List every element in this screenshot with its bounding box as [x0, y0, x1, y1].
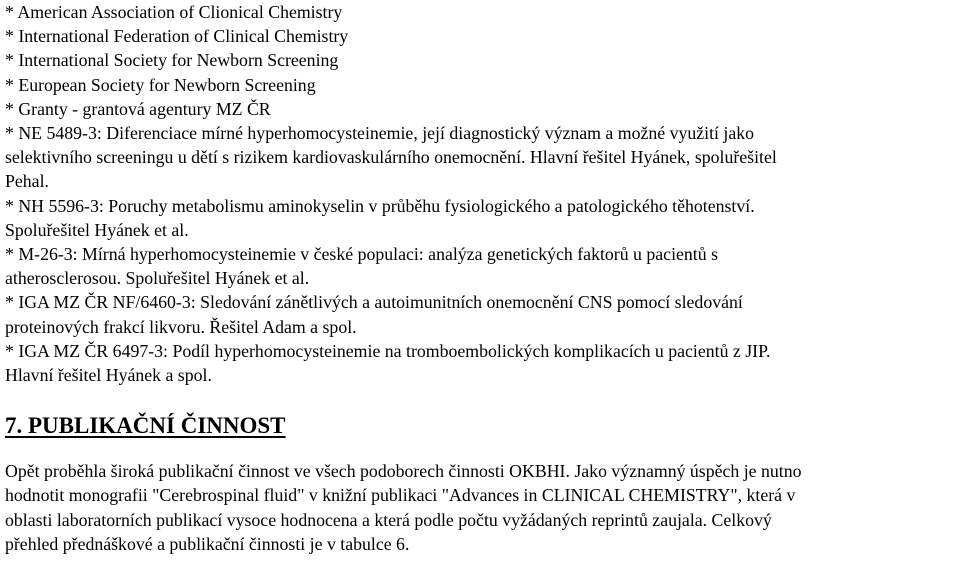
grant-list — [5, 0, 955, 387]
text-line: atherosclerosou. Spoluřešitel Hyánek et al. — [5, 268, 310, 289]
paragraph-line: Opět proběhla široká publikační činnost ve všech podoborech činnosti OKBHI. Jako významný úspěch je nutno — [5, 461, 802, 482]
paragraph-line: hodnotit monografii "Cerebrospinal fluid" v knižní publikaci "Advances in CLINICAL CHEMISTRY", která v — [5, 485, 796, 506]
text-line: * IGA MZ ČR NF/6460-3: Sledování zánětlivých a autoimunitních onemocnění CNS pomocí sledování — [5, 292, 743, 313]
text-line: * IGA MZ ČR 6497-3: Podíl hyperhomocysteinemie na tromboembolických komplikacích u pacientů z JIP. — [5, 340, 771, 361]
text-line: Hlavní řešitel Hyánek a spol. — [5, 365, 212, 386]
text-line: selektivního screeningu u dětí s rizikem kardiovaskulárního onemocnění. Hlavní řešitel Hyánek, spoluřešitel — [5, 147, 777, 168]
text-line: * NH 5596-3: Poruchy metabolismu aminokyselin v průběhu fysiologického a patologického těhotenství. — [5, 195, 755, 216]
paragraph-line: přehled přednáškové a publikační činnosti je v tabulce 6. — [5, 533, 410, 554]
text-line: * International Society for Newborn Screening — [5, 50, 339, 71]
text-line: * International Federation of Clinical Chemistry — [5, 26, 349, 47]
text-line: proteinových frakcí likvoru. Řešitel Adam a spol. — [5, 316, 357, 337]
text-line: * European Society for Newborn Screening — [5, 74, 316, 95]
text-line: * American Association of Clionical Chemistry — [5, 2, 343, 22]
text-line: Spoluřešitel Hyánek et al. — [5, 219, 189, 240]
text-line: * M-26-3: Mírná hyperhomocysteinemie v české populaci: analýza genetických faktorů u pacientů s — [5, 244, 718, 265]
section-heading: 7. PUBLIKAČNÍ ČINNOST — [5, 413, 286, 439]
publication-paragraph — [5, 459, 955, 556]
text-line: Pehal. — [5, 171, 49, 192]
text-line: * Granty - grantová agentury MZ ČR — [5, 98, 271, 119]
paragraph-line: oblasti laboratorních publikací vysoce hodnocena a která podle počtu vyžádaných reprintů zaujala. Celkový — [5, 509, 772, 530]
document-page — [5, 0, 955, 556]
text-line: * NE 5489-3: Diferenciace mírné hyperhomocysteinemie, její diagnostický význam a možné využití jako — [5, 123, 755, 144]
